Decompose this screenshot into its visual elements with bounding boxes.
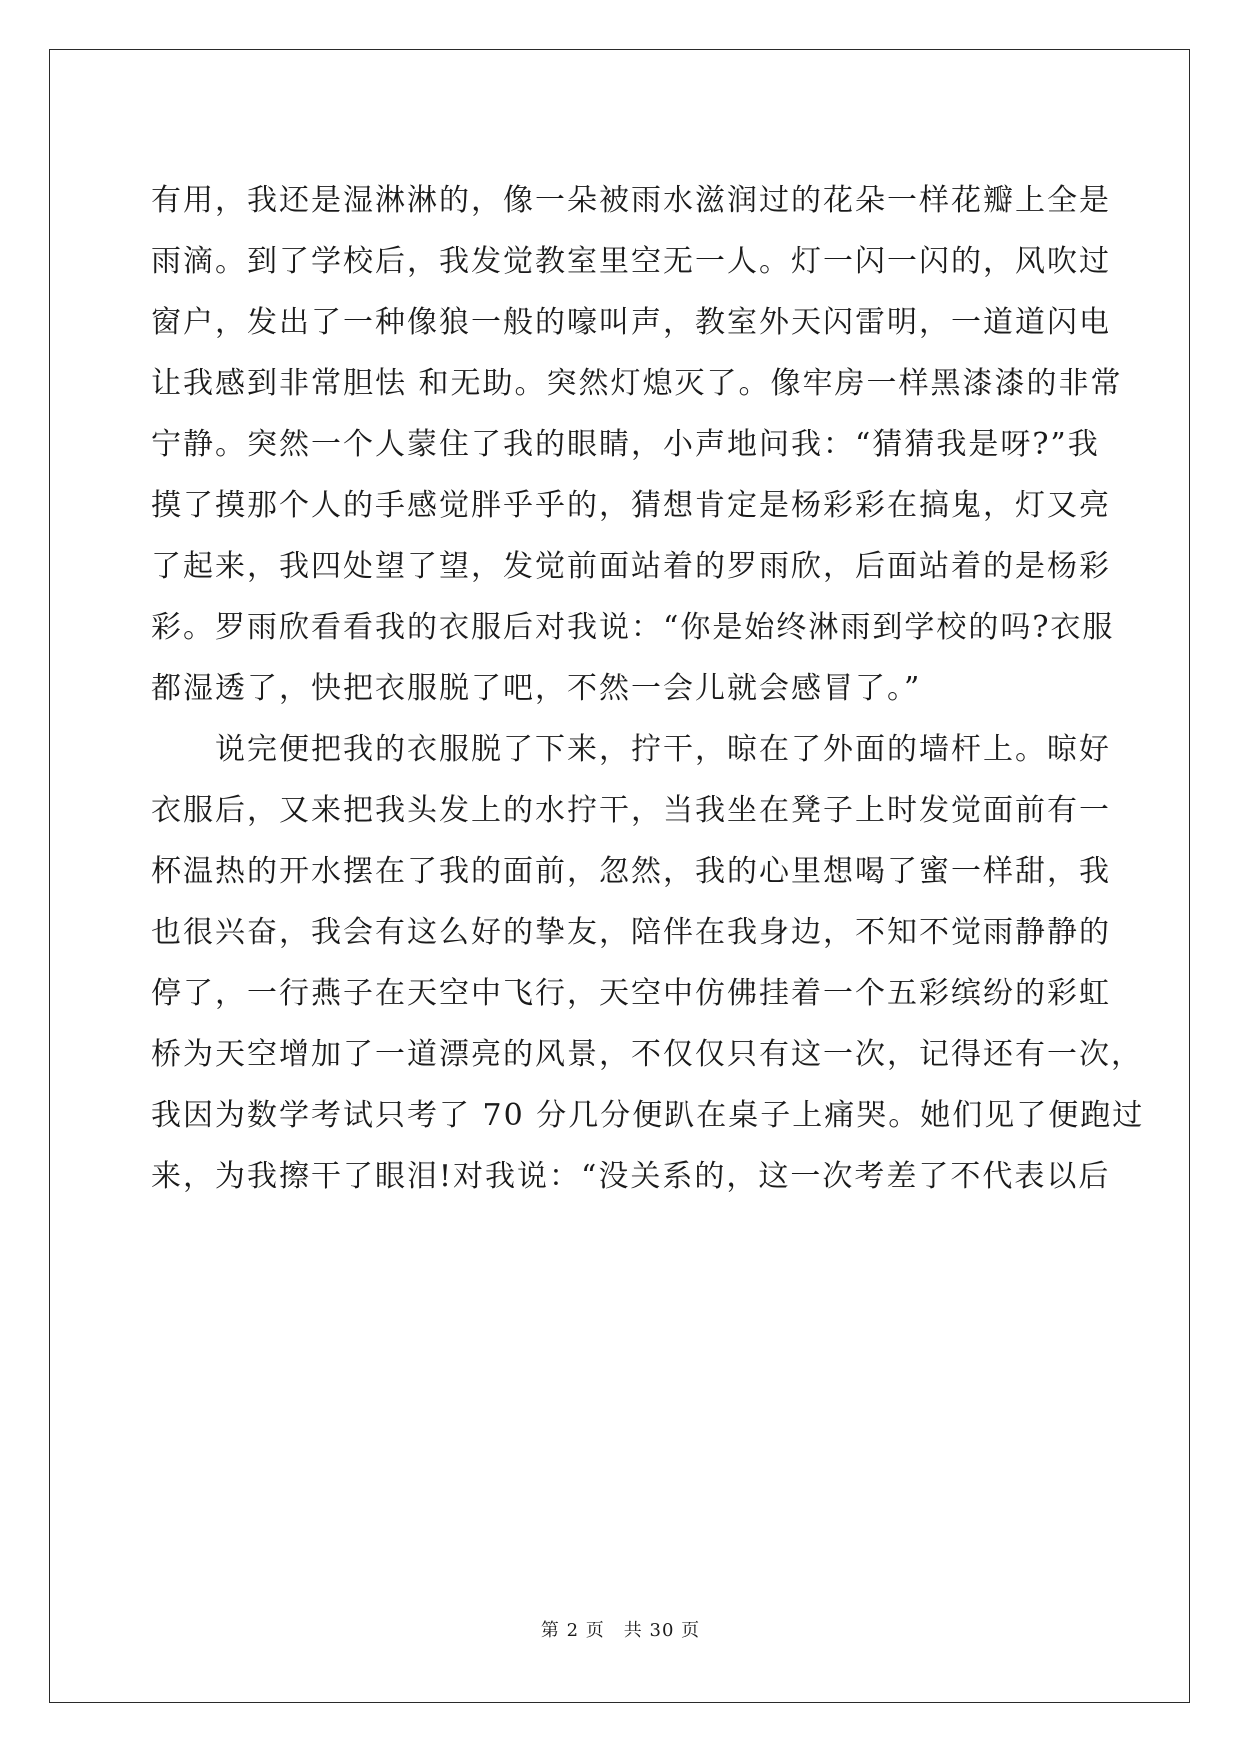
text-line: 也很兴奋，我会有这么好的挚友，陪伴在我身边，不知不觉雨静静的: [151, 915, 1111, 950]
text-line: 了起来，我四处望了望，发觉前面站着的罗雨欣，后面站着的是杨彩: [151, 549, 1111, 584]
text-line: 停了，一行燕子在天空中飞行，天空中仿佛挂着一个五彩缤纷的彩虹: [151, 976, 1111, 1011]
text-line: 来，为我擦干了眼泪!对我说：“没关系的，这一次考差了不代表以后: [151, 1159, 1111, 1194]
text-line: 我因为数学考试只考了 70 分几分便趴在桌子上痛哭。她们见了便跑过: [151, 1098, 1145, 1133]
text-line: 衣服后，又来把我头发上的水拧干，当我坐在凳子上时发觉面前有一: [151, 793, 1111, 828]
text-line: 彩。罗雨欣看看我的衣服后对我说：“你是始终淋雨到学校的吗?衣服: [151, 610, 1115, 645]
text-line: 让我感到非常胆怯 和无助。突然灯熄灭了。像牢房一样黑漆漆的非常: [151, 366, 1123, 401]
text-line: 有用，我还是湿淋淋的，像一朵被雨水滋润过的花朵一样花瓣上全是: [151, 183, 1111, 218]
text-line: 雨滴。到了学校后，我发觉教室里空无一人。灯一闪一闪的，风吹过: [151, 244, 1111, 279]
text-line: 摸了摸那个人的手感觉胖乎乎的，猜想肯定是杨彩彩在搞鬼，灯又亮: [151, 488, 1111, 523]
document-body: [151, 160, 1145, 1218]
text-line: 宁静。突然一个人蒙住了我的眼睛，小声地问我：“猜猜我是呀?”我: [151, 427, 1100, 462]
text-line: 都湿透了，快把衣服脱了吧，不然一会儿就会感冒了。”: [151, 671, 922, 706]
text-line: 杯温热的开水摆在了我的面前，忽然，我的心里想喝了蜜一样甜，我: [151, 854, 1111, 889]
text-line: 窗户，发出了一种像狼一般的嚎叫声，教室外天闪雷明，一道道闪电: [151, 305, 1111, 340]
page-number: 第 2 页 共 30 页: [540, 1620, 701, 1641]
text-line: 说完便把我的衣服脱了下来，拧干，晾在了外面的墙杆上。晾好: [151, 732, 1111, 767]
text-line: 桥为天空增加了一道漂亮的风景，不仅仅只有这一次，记得还有一次，: [151, 1037, 1143, 1072]
